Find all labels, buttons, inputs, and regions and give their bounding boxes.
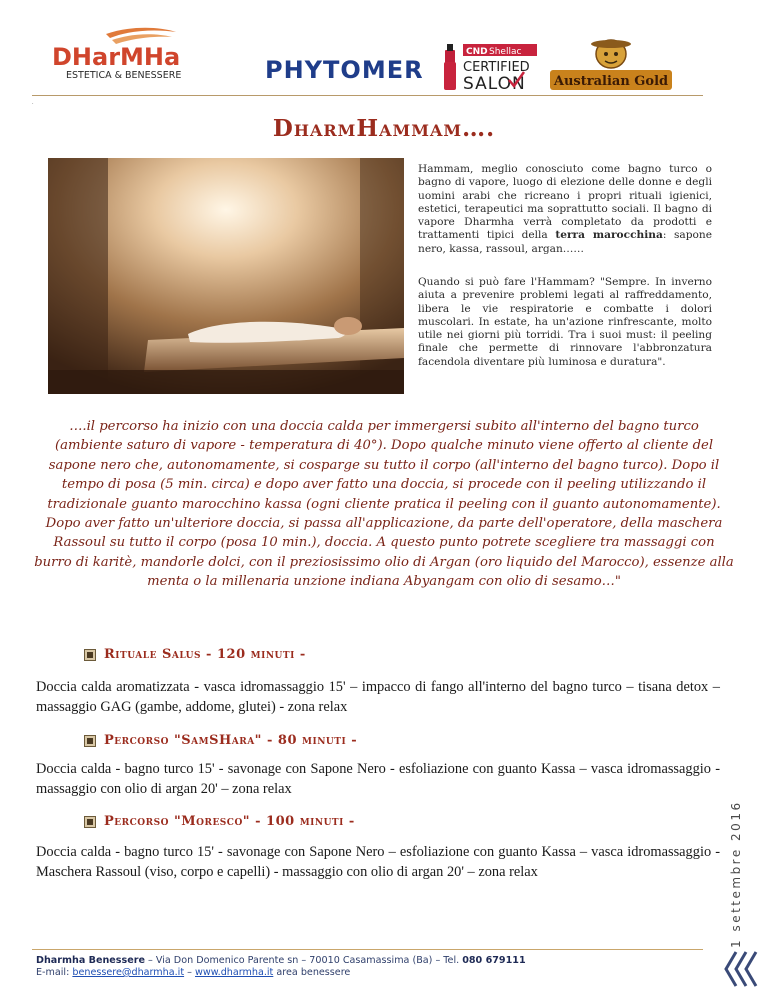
intro-text-bold: terra marocchina [555, 229, 663, 242]
footer-divider [32, 949, 703, 950]
section-text-samshara: Doccia calda - bagno turco 15' - savonage con Sapone Nero - esfoliazione con guanto Kassa – vasca idromassaggio - massaggio con olio di argan 20' – zona relax [36, 761, 720, 797]
bullet-icon [84, 649, 96, 661]
section-heading-text: Rituale Salus - 120 minuti - [104, 647, 306, 662]
section-heading-moresco [84, 814, 355, 829]
footer-email-label: E-mail: [36, 967, 73, 978]
section-heading-samshara [84, 733, 357, 748]
certified-label: CERTIFIED [463, 60, 530, 75]
phytomer-logo: PHYTOMER [265, 56, 424, 84]
footer-email-link[interactable]: benessere@dharmha.it [72, 967, 185, 978]
bullet-icon [84, 816, 96, 828]
intro-paragraph-2: Quando si può fare l'Hammam? "Sempre. In inverno aiuta a prevenire problemi legati al raffreddamento, libera le vie respiratorie e combatte i dolori muscolari. In estate, ha un'azione rinfrescante, molto utile nei giorni più torridi. Tra i suoi must: il peeling finale che permette di rinnovare l'abbronzatura facendola diventare più luminosa e duratura". [418, 276, 712, 368]
dharma-logo-text: DHarMHa [52, 43, 181, 71]
side-date-text: 1 settembre 2016 [729, 800, 743, 948]
page-title: DharmHammam…. [272, 115, 496, 142]
footer-separator: – [184, 967, 195, 978]
footer-address: – Via Don Domenico Parente sn – 70010 Casamassima (Ba) – Tel. [144, 955, 463, 966]
section-heading-salus [84, 647, 306, 662]
section-heading-text: Percorso "Moresco" - 100 minuti - [104, 814, 355, 829]
australian-gold-logo [548, 36, 674, 92]
hammam-photo [48, 158, 404, 394]
shellac-label: Shellac [489, 47, 522, 57]
chevrons-icon [722, 948, 762, 990]
treatment-description: ….il percorso ha inizio con una doccia calda per immergersi subito all'interno del bagno turco (ambiente saturo di vapore - temperatura di 40°). Dopo qualche minuto viene offerto al cliente del sapone nero che, autonomamente, si cosparge su tutto il corpo (all'interno del bagno turco). Dopo il tempo di posa (5 min. circa) e dopo aver fatto una doccia, si procede con il peeling utilizzando il tradizionale guanto marocchino kassa (ogni cliente pratica il peeling con il guanto autonomamente). Dopo aver fatto un'ulteriore doccia, si passa all'applicazione, da parte dell'operatore, della maschera Rassoul su tutto il corpo (posa 10 min.), doccia. A questo punto potrete scegliere tra massaggi con burro di karitè, mandorle dolci, con il preziosissimo olio di Argan (oro liquido del Marocco), essenze alla menta o la millenaria unzione indiana Abyangam con olio di sesamo…" [34, 419, 734, 590]
footer-company: Dharmha Benessere [36, 955, 145, 966]
header-dot: . [32, 100, 34, 106]
dharma-logo-subtitle: ESTETICA & BENESSERE [66, 70, 182, 81]
footer [36, 955, 636, 979]
intro-text-b: : sapone nero, kassa, rassoul, argan…… [418, 229, 712, 255]
salon-label: SALON [463, 74, 526, 94]
section-text-salus: Doccia calda aromatizzata - vasca idromassaggio 15' – impacco di fango all'interno del bagno turco – tisana detox – massaggio GAG (gambe, addome, glutei) - zona relax [36, 679, 720, 715]
intro-text-a: Hammam, meglio conosciuto come bagno turco o bagno di vapore, luogo di elezione delle donne e degli uomini arabi che ricreano i propri rituali igienici, estetici, terapeutici ma soprattutto sociali. Il bagno di vapore Dharmha verrà completato da prodotti e trattamenti tipici della [418, 163, 712, 242]
side-date [726, 750, 746, 950]
cnd-shellac-logo [441, 40, 545, 95]
footer-web-link[interactable]: www.dharmha.it [195, 967, 274, 978]
footer-area: area benessere [273, 967, 351, 978]
cnd-label: CND [466, 47, 488, 57]
intro-paragraph [418, 163, 712, 256]
bullet-icon [84, 735, 96, 747]
header-divider [32, 95, 703, 96]
dharma-logo [48, 26, 218, 82]
australian-gold-label: Australian Gold [553, 74, 669, 89]
footer-phone: 080 679111 [462, 955, 526, 966]
section-text-moresco: Doccia calda - bagno turco 15' - savonage con Sapone Nero – esfoliazione con guanto Kassa – vasca idromassaggio - Maschera Rassoul (viso, corpo e capelli) - massaggio con olio di argan 20' – zona relax [36, 844, 720, 880]
section-heading-text: Percorso "SamSHara" - 80 minuti - [104, 733, 358, 748]
